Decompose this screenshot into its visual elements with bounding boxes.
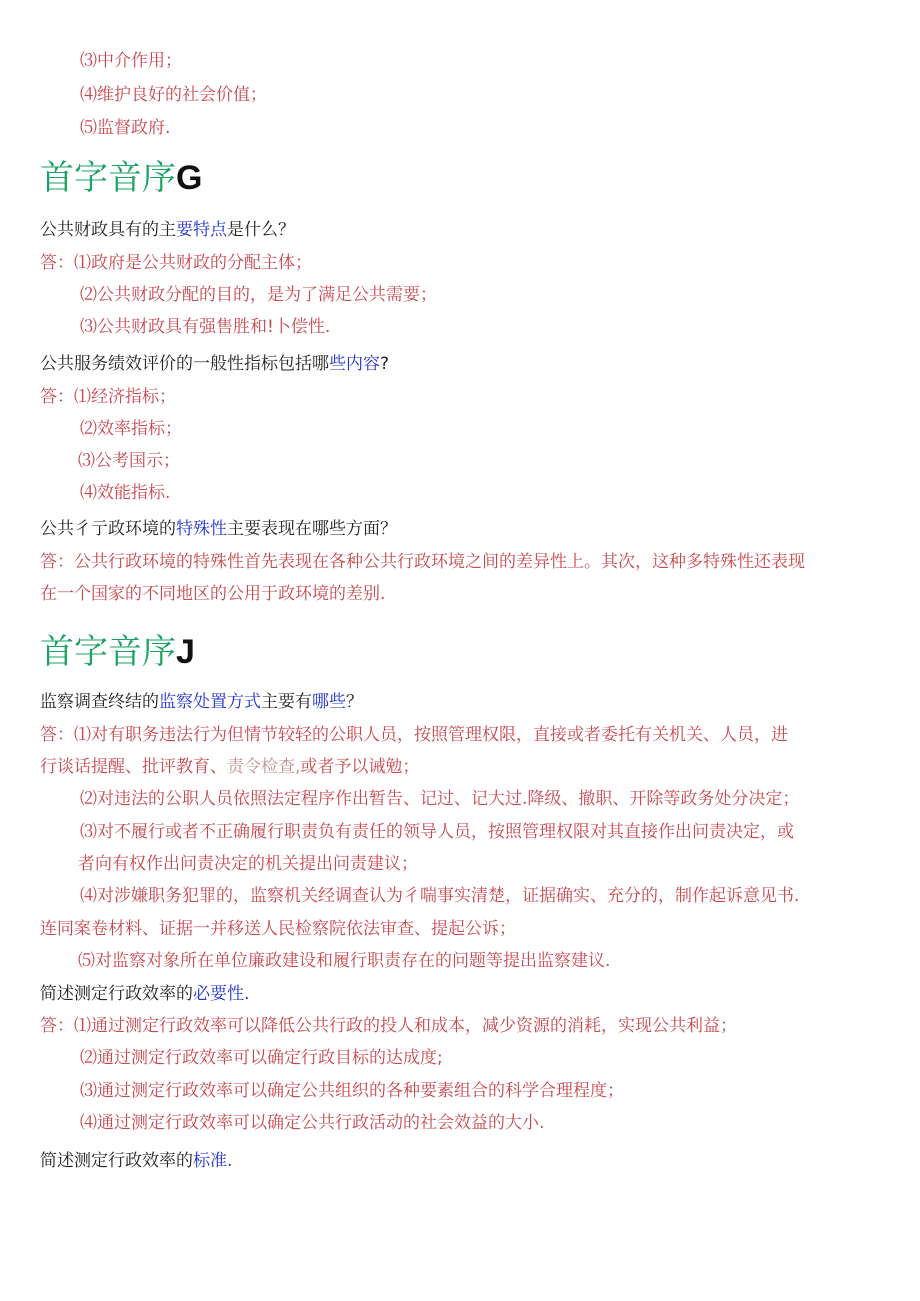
question-keyword: 标准 xyxy=(193,1151,227,1171)
answer-line: 答：⑴经济指标； xyxy=(40,387,176,407)
question-keyword: 哪些 xyxy=(312,692,346,712)
question xyxy=(40,353,389,375)
answer-line: 答：⑴通过测定行政效率可以降低公共行政的投人和成本，减少资源的消耗，实现公共利益； xyxy=(40,1016,737,1036)
question-keyword: 些内容 xyxy=(329,354,380,374)
answer-line: ⑶公共财政具有强售胜和!卜偿性. xyxy=(80,317,331,337)
question-text: . xyxy=(244,984,250,1004)
question-text: 公共财政具有的主 xyxy=(40,220,176,240)
question-text: . xyxy=(227,1151,233,1171)
answer-line: ⑵通过测定行政效率可以确定行政目标的达成度; xyxy=(80,1048,443,1068)
question-text: 主要表现在哪些方面？ xyxy=(227,519,397,539)
question-text: 简述测定行政效率的 xyxy=(40,984,193,1004)
answer-line: ⑶公考国示； xyxy=(78,451,180,471)
answer-line: ⑸对监察对象所在单位廉政建设和履行职责存在的问题等提出监察建议. xyxy=(78,951,611,971)
question-text: 公共彳亍政环境的 xyxy=(40,519,176,539)
answer-line: 答：⑴政府是公共财政的分配主体； xyxy=(40,253,312,273)
question-keyword: 必要性 xyxy=(193,984,244,1004)
answer-line: 答：⑴对有职务违法行为但情节较轻的公职人员，按照管理权限，直接或者委托有关机关、人员，进 xyxy=(40,725,788,745)
question-keyword: 监察处置方式 xyxy=(159,692,261,712)
answer-line: ⑵对违法的公职人员依照法定程序作出暂告、记过、记大过.降级、撤职、开除等政务处分决定； xyxy=(80,789,800,809)
question xyxy=(40,518,397,540)
question xyxy=(40,1150,232,1172)
answer-line: ⑶通过测定行政效率可以确定公共组织的各种要素组合的科学合理程度； xyxy=(80,1081,624,1101)
question-text: 监察调查终结的 xyxy=(40,692,159,712)
question-text: 是什么？ xyxy=(227,220,295,240)
heading-letter: G xyxy=(176,159,203,197)
answer-line: ⑷对涉嫌职务犯罪的，监察机关经调查认为彳喘事实清楚，证据确实、充分的，制作起诉意见书. xyxy=(80,886,800,906)
question-keyword: 特殊性 xyxy=(176,519,227,539)
list-item: ⑸监督政府. xyxy=(80,118,171,138)
list-item: ⑶中介作用； xyxy=(80,51,182,71)
answer-text: 或者予以诫勉； xyxy=(300,757,420,777)
section-heading-g xyxy=(40,158,202,198)
answer-text: 行谈话提醒、批评教育、 xyxy=(40,757,227,777)
question-text: ? xyxy=(380,354,390,374)
heading-letter: J xyxy=(176,633,195,671)
answer-text-faded: 责令检查, xyxy=(227,757,301,777)
section-heading-j xyxy=(40,632,195,672)
answer-line xyxy=(40,756,419,778)
question-text: 主要有 xyxy=(261,692,312,712)
question-text: 简述测定行政效率的 xyxy=(40,1151,193,1171)
answer-line: ⑵公共财政分配的目的，是为了满足公共需要； xyxy=(80,285,437,305)
answer-line: ⑵效率指标； xyxy=(80,419,182,439)
heading-text: 首字音序 xyxy=(40,158,176,198)
list-item: ⑷维护良好的社会价值； xyxy=(80,85,267,105)
question-keyword: 要特点 xyxy=(176,220,227,240)
answer-line: ⑷通过测定行政效率可以确定公共行政活动的社会效益的大小. xyxy=(80,1113,545,1133)
answer-line: ⑶对不履行或者不正确履行职责负有责任的领导人员，按照管理权限对其直接作出问责决定，或 xyxy=(80,822,794,842)
question-text: ？ xyxy=(346,692,363,712)
question xyxy=(40,691,363,713)
heading-text: 首字音序 xyxy=(40,632,176,672)
answer-line: 在一个国家的不同地区的公用于政环境的差别. xyxy=(40,584,386,604)
answer-line: 答：公共行政环境的特殊性首先表现在各种公共行政环境之间的差异性上。其次，这种多特殊性还表现 xyxy=(40,552,805,572)
answer-line: 连同案卷材料、证据一并移送人民检察院依法审查、提起公诉； xyxy=(40,919,516,939)
answer-line: ⑷效能指标. xyxy=(80,483,171,503)
question xyxy=(40,219,295,241)
answer-line: 者向有权作出问责决定的机关提出问责建议； xyxy=(78,854,418,874)
question xyxy=(40,983,249,1005)
question-text: 公共服务绩效评价的一般性指标包括哪 xyxy=(40,354,329,374)
